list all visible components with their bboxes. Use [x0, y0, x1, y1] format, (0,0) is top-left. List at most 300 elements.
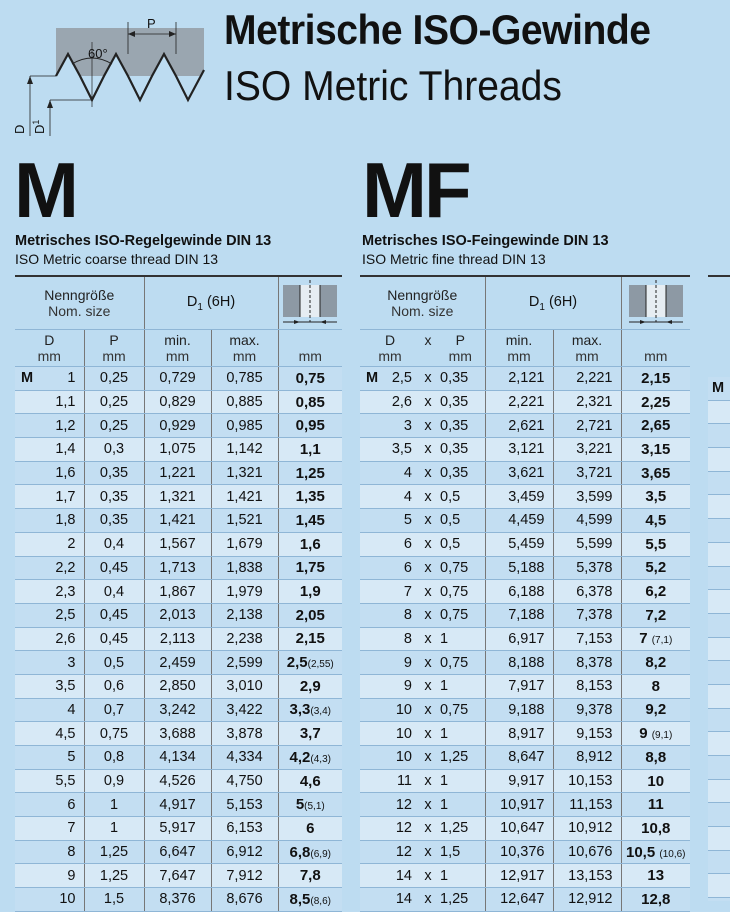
cell-d: 9 [15, 864, 84, 888]
table-row [360, 627, 690, 651]
cell-p: 0,35 [84, 485, 144, 509]
cell-p: 1 [436, 674, 485, 698]
cell-p: 0,75 [436, 556, 485, 580]
table-row [360, 390, 690, 414]
cell-x: x [420, 651, 436, 675]
cell-d: 3,5 [15, 674, 84, 698]
cell-d: 4,5 [15, 722, 84, 746]
cell-min: 0,729 [144, 367, 211, 391]
edge-row [708, 472, 730, 496]
table-row [15, 367, 342, 391]
cell-drill: 0,85 [278, 390, 342, 414]
cell-d: 2,6 [360, 390, 420, 414]
cell-min: 0,829 [144, 390, 211, 414]
table-row [360, 769, 690, 793]
table-row [360, 367, 690, 391]
cell-min: 1,075 [144, 438, 211, 462]
cell-drill: 5,2 [621, 556, 690, 580]
edge-row [708, 803, 730, 827]
cell-p: 0,45 [84, 556, 144, 580]
edge-prefix: M [712, 380, 725, 396]
table-row [15, 414, 342, 438]
cell-max: 7,378 [553, 603, 621, 627]
cell-max: 0,785 [211, 367, 278, 391]
edge-row [708, 685, 730, 709]
cell-drill: 10 [621, 769, 690, 793]
cell-max: 2,138 [211, 603, 278, 627]
alt-drill: (9,1) [651, 730, 673, 742]
col-header-drill-mm: mm [621, 330, 690, 367]
col-header-d: D mm [15, 330, 84, 367]
cell-p: 0,5 [436, 509, 485, 533]
thread-diagram [8, 12, 220, 140]
cell-d: 4 [15, 698, 84, 722]
cell-drill: 8 [621, 674, 690, 698]
cell-p: 0,25 [84, 390, 144, 414]
cell-x: x [420, 390, 436, 414]
cell-min: 12,647 [485, 888, 553, 912]
cell-p: 1 [436, 864, 485, 888]
cell-d: 2 [15, 532, 84, 556]
cell-p: 0,5 [436, 485, 485, 509]
table-row [360, 485, 690, 509]
cell-max: 1,838 [211, 556, 278, 580]
table-row [15, 793, 342, 817]
cell-x: x [420, 817, 436, 841]
edge-row [708, 401, 730, 425]
table-row [15, 817, 342, 841]
cell-p: 0,35 [436, 367, 485, 391]
cell-x: x [420, 485, 436, 509]
table-row [15, 390, 342, 414]
cell-x: x [420, 509, 436, 533]
cell-max: 3,599 [553, 485, 621, 509]
cell-max: 3,422 [211, 698, 278, 722]
edge-row [708, 424, 730, 448]
cell-drill: 3,7 [278, 722, 342, 746]
edge-row [708, 638, 730, 662]
edge-row [708, 709, 730, 733]
table-row [15, 627, 342, 651]
table-row [360, 793, 690, 817]
cell-p: 0,35 [84, 509, 144, 533]
cell-min: 2,621 [485, 414, 553, 438]
section-letter-mf: MF [362, 146, 469, 234]
left-subtitle-de: Metrisches ISO-Regelgewinde DIN 13 [15, 233, 272, 249]
col-header-min: min. mm [144, 330, 211, 367]
cell-min: 3,459 [485, 485, 553, 509]
fine-thread-table [360, 277, 690, 912]
cell-drill: 5,5 [621, 532, 690, 556]
cell-d: 4 [360, 485, 420, 509]
edge-row [708, 661, 730, 685]
cell-d: 9 [360, 674, 420, 698]
cell-d: 14 [360, 888, 420, 912]
table-row [15, 461, 342, 485]
right-subtitle-de: Metrisches ISO-Feingewinde DIN 13 [362, 233, 609, 249]
cell-d: 1,1 [15, 390, 84, 414]
cell-d: 3 [360, 414, 420, 438]
cell-drill: 1,9 [278, 580, 342, 604]
cell-min: 4,917 [144, 793, 211, 817]
cell-d: 1,2 [15, 414, 84, 438]
cell-d: 7 [15, 817, 84, 841]
cell-d: 10 [360, 746, 420, 770]
alt-drill: (2,55) [307, 659, 334, 671]
cell-min: 2,113 [144, 627, 211, 651]
cell-max: 7,912 [211, 864, 278, 888]
cell-min: 3,621 [485, 461, 553, 485]
cell-min: 12,917 [485, 864, 553, 888]
cell-d: 2,3 [15, 580, 84, 604]
cell-max: 2,721 [553, 414, 621, 438]
table-row [360, 674, 690, 698]
cell-min: 10,376 [485, 840, 553, 864]
cell-drill: 9,2 [621, 698, 690, 722]
table-row [360, 746, 690, 770]
thread-prefix: M [366, 370, 379, 387]
alt-drill: (5,1) [304, 801, 325, 813]
cell-max: 1,521 [211, 509, 278, 533]
cell-max: 8,378 [553, 651, 621, 675]
table-row [360, 461, 690, 485]
table-row [15, 532, 342, 556]
cell-max: 10,153 [553, 769, 621, 793]
cell-drill: 2,5(2,55) [278, 651, 342, 675]
col-header-p: P mm [84, 330, 144, 367]
cell-min: 8,647 [485, 746, 553, 770]
cell-p: 0,75 [436, 651, 485, 675]
alt-drill: (10,6) [659, 848, 686, 860]
edge-row [708, 567, 730, 591]
cell-drill: 9 (9,1) [621, 722, 690, 746]
cell-drill: 1,45 [278, 509, 342, 533]
table-row [360, 603, 690, 627]
table-row [15, 603, 342, 627]
cell-x: x [420, 603, 436, 627]
cell-p: 0,35 [436, 438, 485, 462]
cell-drill: 8,2 [621, 651, 690, 675]
cell-d: 5,5 [15, 769, 84, 793]
table-row [360, 532, 690, 556]
cell-x: x [420, 627, 436, 651]
cell-drill: 1,6 [278, 532, 342, 556]
cell-min: 9,917 [485, 769, 553, 793]
cell-drill: 3,3(3,4) [278, 698, 342, 722]
table-row [15, 651, 342, 675]
cell-d: 2,5 [15, 603, 84, 627]
cell-p: 1,25 [436, 817, 485, 841]
cell-x: x [420, 414, 436, 438]
cell-drill: 1,1 [278, 438, 342, 462]
angle-label: 60° [88, 46, 108, 61]
cell-drill: 7,2 [621, 603, 690, 627]
cell-p: 0,75 [84, 722, 144, 746]
cell-p: 1 [436, 793, 485, 817]
cell-drill: 1,35 [278, 485, 342, 509]
cell-drill: 7 (7,1) [621, 627, 690, 651]
cell-x: x [420, 888, 436, 912]
cell-p: 0,5 [84, 651, 144, 675]
cell-x: x [420, 698, 436, 722]
edge-row [708, 448, 730, 472]
cell-max: 6,378 [553, 580, 621, 604]
table-row [360, 817, 690, 841]
table-row [360, 698, 690, 722]
cell-max: 4,334 [211, 746, 278, 770]
cell-x: x [420, 864, 436, 888]
cell-d: M 1 [15, 367, 84, 391]
cell-p: 0,75 [436, 698, 485, 722]
cell-x: x [420, 438, 436, 462]
alt-drill: (8,6) [310, 895, 331, 907]
cell-d: 8 [360, 603, 420, 627]
cell-min: 8,188 [485, 651, 553, 675]
cell-min: 4,459 [485, 509, 553, 533]
table-row [15, 746, 342, 770]
cell-p: 0,25 [84, 414, 144, 438]
cell-drill: 8,5(8,6) [278, 888, 342, 912]
cell-p: 0,6 [84, 674, 144, 698]
edge-row [708, 614, 730, 638]
cell-min: 1,221 [144, 461, 211, 485]
cell-min: 3,242 [144, 698, 211, 722]
cell-max: 12,912 [553, 888, 621, 912]
edge-row [708, 756, 730, 780]
cell-min: 1,321 [144, 485, 211, 509]
cell-d: 1,4 [15, 438, 84, 462]
cell-max: 8,912 [553, 746, 621, 770]
edge-row [708, 732, 730, 756]
cell-d: M 2,5 [360, 367, 420, 391]
header-nenngroesse: Nenngröße [387, 287, 458, 303]
cell-p: 0,4 [84, 580, 144, 604]
cell-min: 2,013 [144, 603, 211, 627]
col-header-p: P mm [436, 330, 485, 367]
cell-x: x [420, 461, 436, 485]
cell-drill: 12,8 [621, 888, 690, 912]
cell-drill: 0,95 [278, 414, 342, 438]
cell-min: 1,421 [144, 509, 211, 533]
table-row [15, 556, 342, 580]
header-nenngroesse: Nenngröße [44, 287, 115, 303]
cell-drill: 1,75 [278, 556, 342, 580]
cell-d: 9 [360, 651, 420, 675]
cell-p: 0,45 [84, 627, 144, 651]
cell-drill: 2,15 [278, 627, 342, 651]
cell-drill: 6,2 [621, 580, 690, 604]
alt-drill: (3,4) [310, 706, 331, 718]
cell-min: 4,134 [144, 746, 211, 770]
cell-d: 1,6 [15, 461, 84, 485]
cell-d: 1,8 [15, 509, 84, 533]
cell-drill: 6 [278, 817, 342, 841]
left-subtitle-en: ISO Metric coarse thread DIN 13 [15, 251, 219, 267]
cell-min: 9,188 [485, 698, 553, 722]
cell-min: 5,917 [144, 817, 211, 841]
table-row [360, 414, 690, 438]
edge-row [708, 519, 730, 543]
cell-d: 8 [360, 627, 420, 651]
cell-min: 0,929 [144, 414, 211, 438]
cell-min: 6,647 [144, 840, 211, 864]
cell-p: 0,8 [84, 746, 144, 770]
cell-max: 5,599 [553, 532, 621, 556]
cell-p: 1,5 [436, 840, 485, 864]
page-title: Metrische ISO-Gewinde [224, 6, 651, 53]
cell-x: x [420, 674, 436, 698]
edge-row [708, 851, 730, 875]
cell-max: 2,238 [211, 627, 278, 651]
cell-drill: 0,75 [278, 367, 342, 391]
cell-max: 1,421 [211, 485, 278, 509]
table-row [15, 674, 342, 698]
cell-max: 6,912 [211, 840, 278, 864]
cell-max: 4,750 [211, 769, 278, 793]
cell-min: 2,459 [144, 651, 211, 675]
cell-max: 9,378 [553, 698, 621, 722]
cell-p: 0,35 [84, 461, 144, 485]
cell-min: 7,917 [485, 674, 553, 698]
alt-drill: (4,3) [310, 753, 331, 765]
cell-d: 12 [360, 793, 420, 817]
cell-drill: 10,8 [621, 817, 690, 841]
cell-min: 7,188 [485, 603, 553, 627]
cell-drill: 4,6 [278, 769, 342, 793]
cell-x: x [420, 722, 436, 746]
table-row [360, 580, 690, 604]
coarse-thread-table [15, 277, 342, 912]
table-row [360, 556, 690, 580]
cell-drill: 6,8(6,9) [278, 840, 342, 864]
alt-drill: (6,9) [310, 848, 331, 860]
cell-p: 0,45 [84, 603, 144, 627]
cell-drill: 3,5 [621, 485, 690, 509]
col-header-d: D mm [360, 330, 420, 367]
cell-max: 5,378 [553, 556, 621, 580]
cell-max: 11,153 [553, 793, 621, 817]
cell-d: 3 [15, 651, 84, 675]
cell-min: 6,917 [485, 627, 553, 651]
cell-max: 1,321 [211, 461, 278, 485]
cell-d: 6 [15, 793, 84, 817]
cell-drill: 13 [621, 864, 690, 888]
cell-max: 3,721 [553, 461, 621, 485]
cell-min: 10,917 [485, 793, 553, 817]
table-row [15, 509, 342, 533]
cell-min: 1,867 [144, 580, 211, 604]
table-row [360, 651, 690, 675]
cell-max: 10,676 [553, 840, 621, 864]
cell-min: 10,647 [485, 817, 553, 841]
cell-max: 4,599 [553, 509, 621, 533]
cell-max: 1,142 [211, 438, 278, 462]
cell-x: x [420, 840, 436, 864]
table-row [15, 485, 342, 509]
col-header-drill-mm: mm [278, 330, 342, 367]
cell-min: 3,688 [144, 722, 211, 746]
cell-p: 1 [84, 817, 144, 841]
cell-max: 3,878 [211, 722, 278, 746]
col-header-d1: $D_1$ (6H) [144, 277, 278, 330]
cell-min: 2,850 [144, 674, 211, 698]
cell-x: x [420, 580, 436, 604]
pitch-label: P [147, 16, 156, 31]
cell-d: 7 [360, 580, 420, 604]
table-row [15, 722, 342, 746]
col-header-max: max. mm [553, 330, 621, 367]
cell-drill: 5(5,1) [278, 793, 342, 817]
drill-icon [621, 277, 690, 330]
cell-max: 13,153 [553, 864, 621, 888]
cell-p: 1 [436, 769, 485, 793]
cell-x: x [420, 367, 436, 391]
cell-d: 11 [360, 769, 420, 793]
cell-min: 7,647 [144, 864, 211, 888]
edge-row [708, 827, 730, 851]
cell-drill: 3,15 [621, 438, 690, 462]
cell-d: 10 [360, 698, 420, 722]
cell-min: 2,221 [485, 390, 553, 414]
cell-x: x [420, 556, 436, 580]
cell-max: 8,676 [211, 888, 278, 912]
cell-x: x [420, 793, 436, 817]
cell-drill: 3,65 [621, 461, 690, 485]
cell-p: 0,35 [436, 461, 485, 485]
table-row [15, 698, 342, 722]
cell-max: 1,679 [211, 532, 278, 556]
cell-max: 8,153 [553, 674, 621, 698]
cell-x: x [420, 769, 436, 793]
cell-d: 8 [15, 840, 84, 864]
col-header-d1: $D_1$ (6H) [485, 277, 621, 330]
cell-drill: 1,25 [278, 461, 342, 485]
cell-max: 9,153 [553, 722, 621, 746]
cell-p: 0,25 [84, 367, 144, 391]
cell-max: 2,321 [553, 390, 621, 414]
cell-p: 0,4 [84, 532, 144, 556]
edge-row [708, 590, 730, 614]
cell-x: x [420, 532, 436, 556]
cell-d: 12 [360, 840, 420, 864]
page-subtitle: ISO Metric Threads [224, 62, 562, 109]
table-row [15, 769, 342, 793]
cell-drill: 7,8 [278, 864, 342, 888]
cell-d: 6 [360, 556, 420, 580]
cell-d: 14 [360, 864, 420, 888]
section-letter-m: M [14, 146, 76, 234]
cell-p: 0,35 [436, 390, 485, 414]
alt-drill: (7,1) [651, 635, 673, 647]
cell-d: 2,6 [15, 627, 84, 651]
edge-row [708, 495, 730, 519]
edge-table-fragment [708, 277, 730, 901]
cell-d: 12 [360, 817, 420, 841]
cell-p: 1,25 [436, 888, 485, 912]
table-row [15, 580, 342, 604]
cell-p: 1,25 [436, 746, 485, 770]
cell-max: 0,885 [211, 390, 278, 414]
cell-min: 2,121 [485, 367, 553, 391]
cell-p: 1 [84, 793, 144, 817]
cell-p: 1 [436, 627, 485, 651]
thread-prefix: M [21, 370, 34, 387]
cell-max: 7,153 [553, 627, 621, 651]
cell-d: 6 [360, 532, 420, 556]
header-nom-size: Nom. size [48, 303, 111, 319]
table-row [360, 840, 690, 864]
cell-min: 8,376 [144, 888, 211, 912]
